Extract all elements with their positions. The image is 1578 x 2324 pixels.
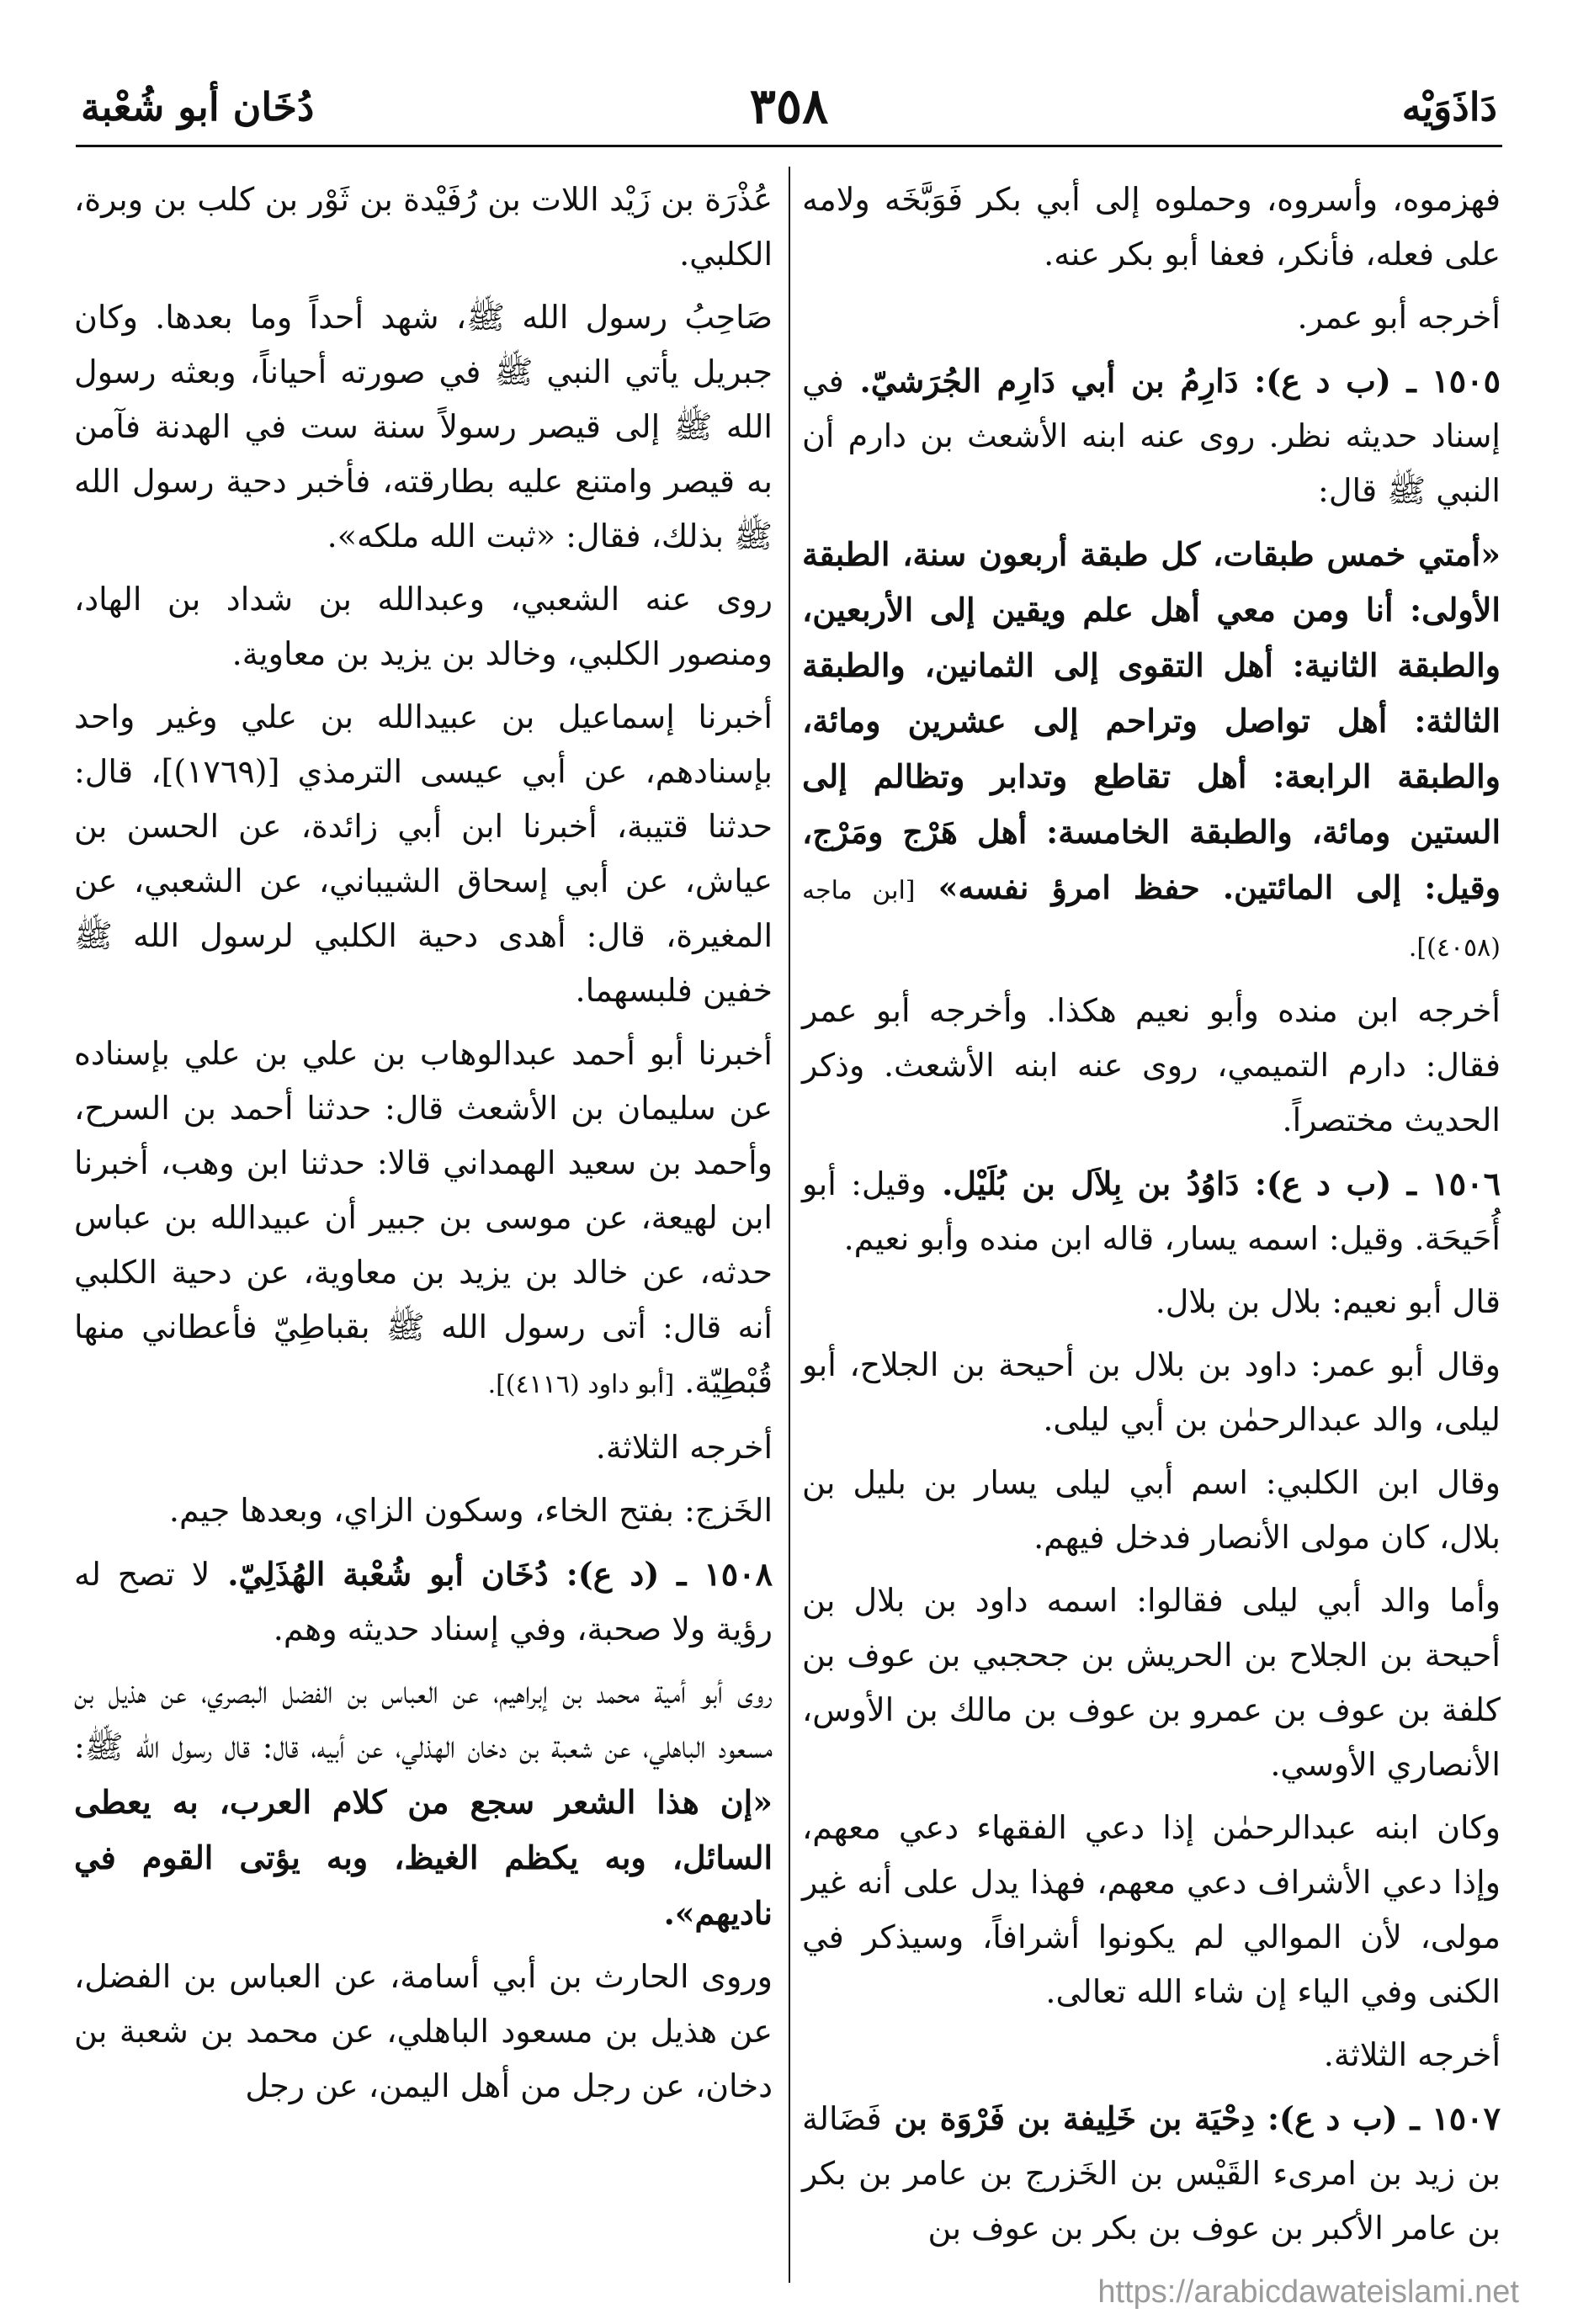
running-head-right: دَاذَوَيْه — [1401, 84, 1497, 130]
paragraph-text — [74, 572, 773, 682]
paragraph-text — [74, 1665, 773, 1941]
paragraph — [74, 1950, 773, 2114]
entry-heading: ١٥٠٥ ـ (ب د ع): دَارِمُ بن أبي دَارِم الجُرَشيّ. — [843, 362, 1501, 400]
source-reference: [أبو داود (٤١١٦)]. — [487, 1370, 675, 1399]
body-text: في إسناد حديثه نظر. روى عنه ابنه الأشعث بن دارم أن النبي ﷺ قال: — [802, 363, 1501, 509]
running-head-left: دُخَان أبو شُعْبة — [81, 84, 315, 130]
body-text: قال أبو نعيم: بلال بن بلال. — [1155, 1283, 1501, 1320]
paragraph-text — [74, 1483, 773, 1538]
paragraph — [74, 290, 773, 564]
body-text: أخبرنا أبو أحمد عبدالوهاب بن علي بن علي بإسناده عن سليمان بن الأشعث قال: حدثنا أحمد بن السرح، وأحمد بن سعيد الهمداني قالا: حدثنا ابن وهب، أخبرنا ابن لهيعة، عن موسى بن جبير أن عبيدالله بن عباس حدثه، عن خالد بن يزيد بن معاوية، عن دحية الكلبي أنه قال: أتى رسول الله ﷺ بقباطِيّ فأعطاني منها قُبْطِيّة. — [74, 1035, 773, 1400]
paragraph-text — [802, 2091, 1501, 2256]
paragraph-text — [74, 1420, 773, 1475]
paragraph-text — [802, 1156, 1501, 1266]
paragraph — [802, 172, 1501, 282]
paragraph — [802, 1338, 1501, 1447]
watermark-url: https://arabicdawateislami.net — [1097, 2274, 1519, 2310]
entry-heading: ١٥٠٦ ـ (ب د ع): دَاوُدُ بن بِلاَل بن بُلَيْل. — [926, 1165, 1501, 1202]
paragraph-text — [802, 172, 1501, 282]
paragraph — [802, 1573, 1501, 1792]
body-text: عُذْرَة بن زَيْد اللات بن رُفَيْدة بن ثَوْر بن كلب بن وبرة، الكلبي. — [74, 181, 773, 273]
hadith-text: «إن هذا الشعر سجع من كلام العرب، به يعطى السائل، وبه يكظم الغيظ، وبه يؤتى القوم في ناديهم». — [74, 1783, 773, 1932]
paragraph-text — [74, 1547, 773, 1657]
page-header — [76, 77, 1502, 147]
body-text: وأما والد أبي ليلى فقالوا: اسمه داود بن بلال بن أحيحة بن الجلاح بن الحريش بن جحجبي بن عوف بن كلفة بن عوف بن عمرو بن عوف بن مالك بن الأوس، الأنصاري الأوسي. — [802, 1582, 1501, 1783]
body-text: روى أبو أمية محمد بن إبراهيم، عن العباس بن الفضل البصري، عن هذيل بن مسعود الباهلي، عن شعبة بن دخان الهذلي، عن أبيه، قال: قال رسول الله ﷺ: — [74, 1674, 773, 1765]
paragraph — [802, 353, 1501, 518]
body-text: صَاحِبُ رسول الله ﷺ، شهد أحداً وما بعدها. وكان جبريل يأتي النبي ﷺ في صورته أحياناً، وبعثه رسول الله ﷺ إلى قيصر رسولاً سنة ست في الهدنة فآمن به قيصر وامتنع عليه بطارقته، فأخبر دحية رسول الله ﷺ بذلك، فقال: «ثبت الله ملكه». — [74, 299, 773, 554]
body-text: أخرجه أبو عمر. — [1297, 299, 1501, 336]
body-text: أخرجه ابن منده وأبو نعيم هكذا. وأخرجه أبو عمر فقال: دارم التميمي، روى عنه ابنه الأشعث. وذكر الحديث مختصراً. — [802, 992, 1501, 1138]
body-text: أخرجه الثلاثة. — [1323, 2036, 1501, 2073]
paragraph-text — [802, 353, 1501, 518]
paragraph — [802, 1156, 1501, 1266]
paragraph — [74, 1547, 773, 1657]
body-text: فهزموه، وأسروه، وحملوه إلى أبي بكر فَوَبَّخَه ولامه على فعله، فأنكر، فعفا أبو بكر عنه. — [802, 181, 1501, 273]
body-text: روى عنه الشعبي، وعبدالله بن شداد بن الهاد، ومنصور الكلبي، وخالد بن يزيد بن معاوية. — [74, 581, 773, 672]
body-text: أخبرنا إسماعيل بن عبيدالله بن علي وغير واحد بإسنادهم، عن أبي عيسى الترمذي [(١٧٦٩)]، قال: حدثنا قتيبة، أخبرنا ابن أبي زائدة، عن الحسن بن عياش، عن أبي إسحاق الشيباني، عن الشعبي، عن المغيرة، قال: أهدى دحية الكلبي لرسول الله ﷺ خفين فلبسهما. — [74, 698, 773, 1009]
paragraph — [74, 1027, 773, 1412]
body-text: فَضَالة بن زيد بن امرىء القَيْس بن الخَزرج بن عامر بن بكر بن عامر الأكبر بن عوف بن بكر بن عوف بن — [802, 2100, 1501, 2247]
paragraph-text — [74, 1950, 773, 2114]
paragraph-text — [74, 1027, 773, 1412]
paragraph-text — [802, 290, 1501, 345]
paragraph-text — [802, 1338, 1501, 1447]
page-number: ٣٥٨ — [749, 77, 829, 135]
paragraph-text — [74, 690, 773, 1018]
paragraph — [802, 1275, 1501, 1329]
body-text: لا تصح له رؤية ولا صحبة، وفي إسناد حديثه وهم. — [74, 1556, 773, 1647]
paragraph — [74, 1665, 773, 1941]
body-text: الخَزج: بفتح الخاء، وسكون الزاي، وبعدها جيم. — [168, 1492, 773, 1529]
paragraph-text — [802, 1456, 1501, 1565]
paragraph-text — [802, 527, 1501, 975]
entry-heading: ١٥٠٧ ـ (ب د ع): دِحْيَة بن خَلِيفة بن فَرْوَة بن — [881, 2099, 1501, 2137]
paragraph — [74, 1483, 773, 1538]
right-column — [802, 172, 1501, 2264]
body-text: وروى الحارث بن أبي أسامة، عن العباس بن الفضل، عن هذيل بن مسعود الباهلي، عن محمد بن شعبة بن دخان، عن رجل من أهل اليمن، عن رجل — [74, 1958, 773, 2104]
paragraph-text — [802, 984, 1501, 1148]
body-text: وقال ابن الكلبي: اسم أبي ليلى يسار بن بليل بن بلال، كان مولى الأنصار فدخل فيهم. — [802, 1464, 1501, 1556]
entry-heading: ١٥٠٨ ـ (د ع): دُخَان أبو شُعْبة الهُذَلِيّ. — [210, 1555, 773, 1593]
body-text: وقيل: أبو أُحَيحَة. وقيل: اسمه يسار، قاله ابن منده وأبو نعيم. — [802, 1165, 1501, 1257]
paragraph — [74, 690, 773, 1018]
paragraph-text — [802, 1801, 1501, 2019]
left-column — [74, 172, 773, 2122]
column-divider — [789, 167, 790, 2283]
paragraph — [802, 984, 1501, 1148]
paragraph — [802, 1456, 1501, 1565]
paragraph — [74, 572, 773, 682]
body-text: وكان ابنه عبدالرحمٰن إذا دعي الفقهاء دعي معهم، وإذا دعي الأشراف دعي معهم، فهذا يدل على أنه غير مولى، لأن الموالي لم يكونوا أشرافاً، وسيذكر في الكنى وفي الياء إن شاء الله تعالى. — [802, 1809, 1501, 2010]
paragraph — [802, 290, 1501, 345]
body-text: وقال أبو عمر: داود بن بلال بن أحيحة بن الجلاح، أبو ليلى، والد عبدالرحمٰن بن أبي ليلى. — [802, 1346, 1501, 1438]
source-reference: [ابن ماجه (٤٠٥٨)]. — [802, 876, 1501, 963]
paragraph — [802, 2091, 1501, 2256]
paragraph-text — [74, 290, 773, 564]
paragraph-text — [802, 1275, 1501, 1329]
hadith-text: «أمتي خمس طبقات، كل طبقة أربعون سنة، الطبقة الأولى: أنا ومن معي أهل علم ويقين إلى الأربعين، والطبقة الثانية: أهل التقوى إلى الثمانين، والطبقة الثالثة: أهل تواصل وتراحم إلى عشرين ومائة، والطبقة الرابعة: أهل تقاطع وتدابر وتظالم إلى الستين ومائة، والطبقة الخامسة: أهل هَرْج ومَرْج، وقيل: إلى المائتين. حفظ امرؤ نفسه» — [802, 535, 1501, 906]
paragraph — [74, 172, 773, 282]
body-text: أخرجه الثلاثة. — [595, 1429, 773, 1466]
paragraph — [802, 527, 1501, 975]
paragraph-text — [74, 172, 773, 282]
paragraph — [802, 2028, 1501, 2083]
paragraph — [802, 1801, 1501, 2019]
paragraph — [74, 1420, 773, 1475]
paragraph-text — [802, 1573, 1501, 1792]
paragraph-text — [802, 2028, 1501, 2083]
